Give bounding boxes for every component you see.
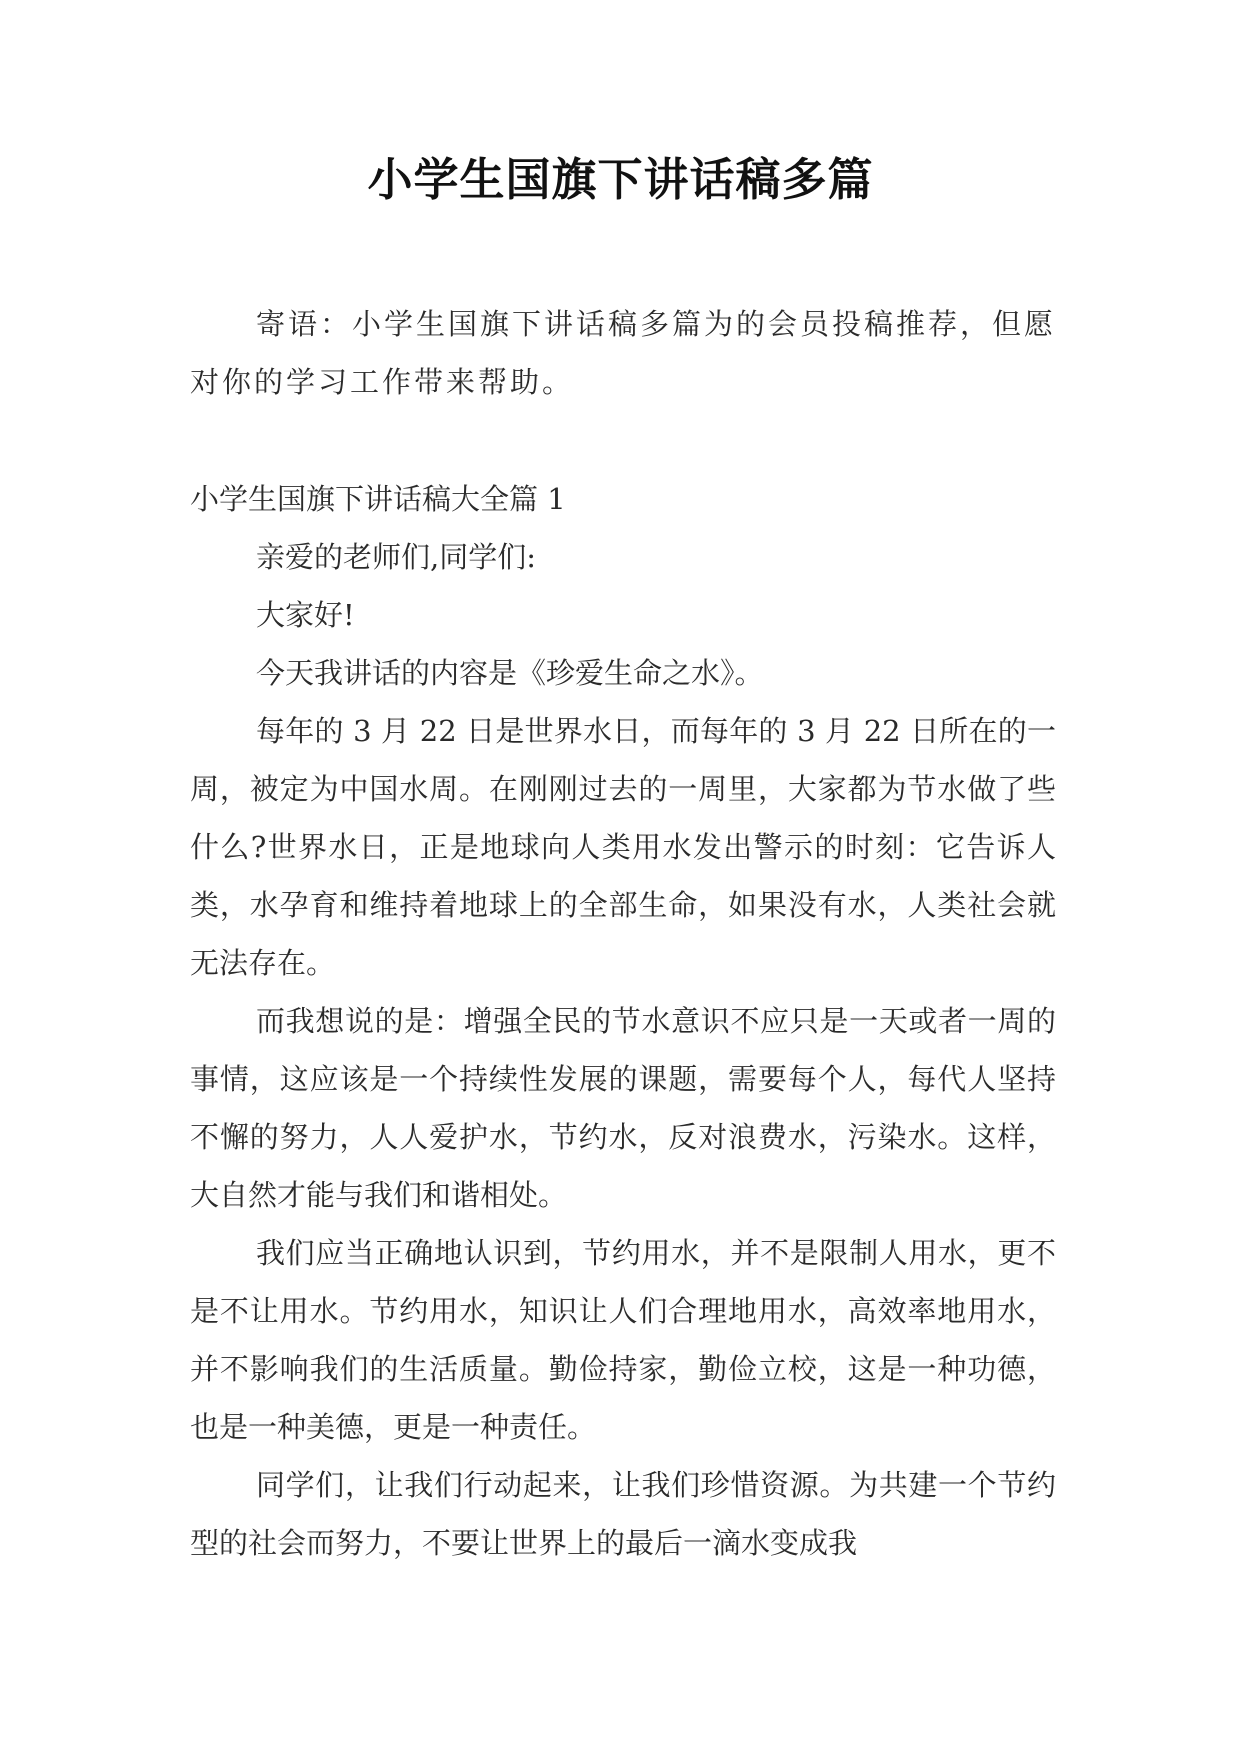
- topic-paragraph: 今天我讲话的内容是《珍爱生命之水》。: [256, 656, 764, 690]
- intro-paragraph: 寄语：小学生国旗下讲话稿多篇为的会员投稿推荐，但愿对你的学习工作带来帮助。: [190, 307, 1057, 399]
- body-paragraph: 同学们，让我们行动起来，让我们珍惜资源。为共建一个节约型的社会而努力，不要让世界上的最后一滴水变成我: [190, 1468, 1056, 1560]
- intro-block: [190, 295, 1056, 411]
- body-paragraph: 每年的 3 月 22 日是世界水日，而每年的 3 月 22 日所在的一周，被定为中国水周。在刚刚过去的一周里，大家都为节水做了些什么?世界水日，正是地球向人类用水发出警示的时刻：它告诉人类，水孕育和维持着地球上的全部生命，如果没有水，人类社会就无法存在。: [190, 714, 1056, 980]
- document-title: 小学生国旗下讲话稿多篇: [367, 153, 874, 206]
- body-paragraph: 我们应当正确地认识到，节约用水，并不是限制人用水，更不是不让用水。节约用水，知识让人们合理地用水，高效率地用水，并不影响我们的生活质量。勤俭持家，勤俭立校，这是一种功德，也是一种美德，更是一种责任。: [190, 1236, 1056, 1444]
- section-body: [190, 470, 1056, 1572]
- salutation-paragraph: 大家好!: [256, 598, 355, 632]
- greeting-paragraph: 亲爱的老师们,同学们:: [256, 540, 536, 574]
- body-paragraph: 而我想说的是：增强全民的节水意识不应只是一天或者一周的事情，这应该是一个持续性发展的课题，需要每个人，每代人坚持不懈的努力，人人爱护水，节约水，反对浪费水，污染水。这样，大自然才能与我们和谐相处。: [190, 1004, 1056, 1212]
- section-heading: 小学生国旗下讲话稿大全篇 1: [190, 482, 566, 516]
